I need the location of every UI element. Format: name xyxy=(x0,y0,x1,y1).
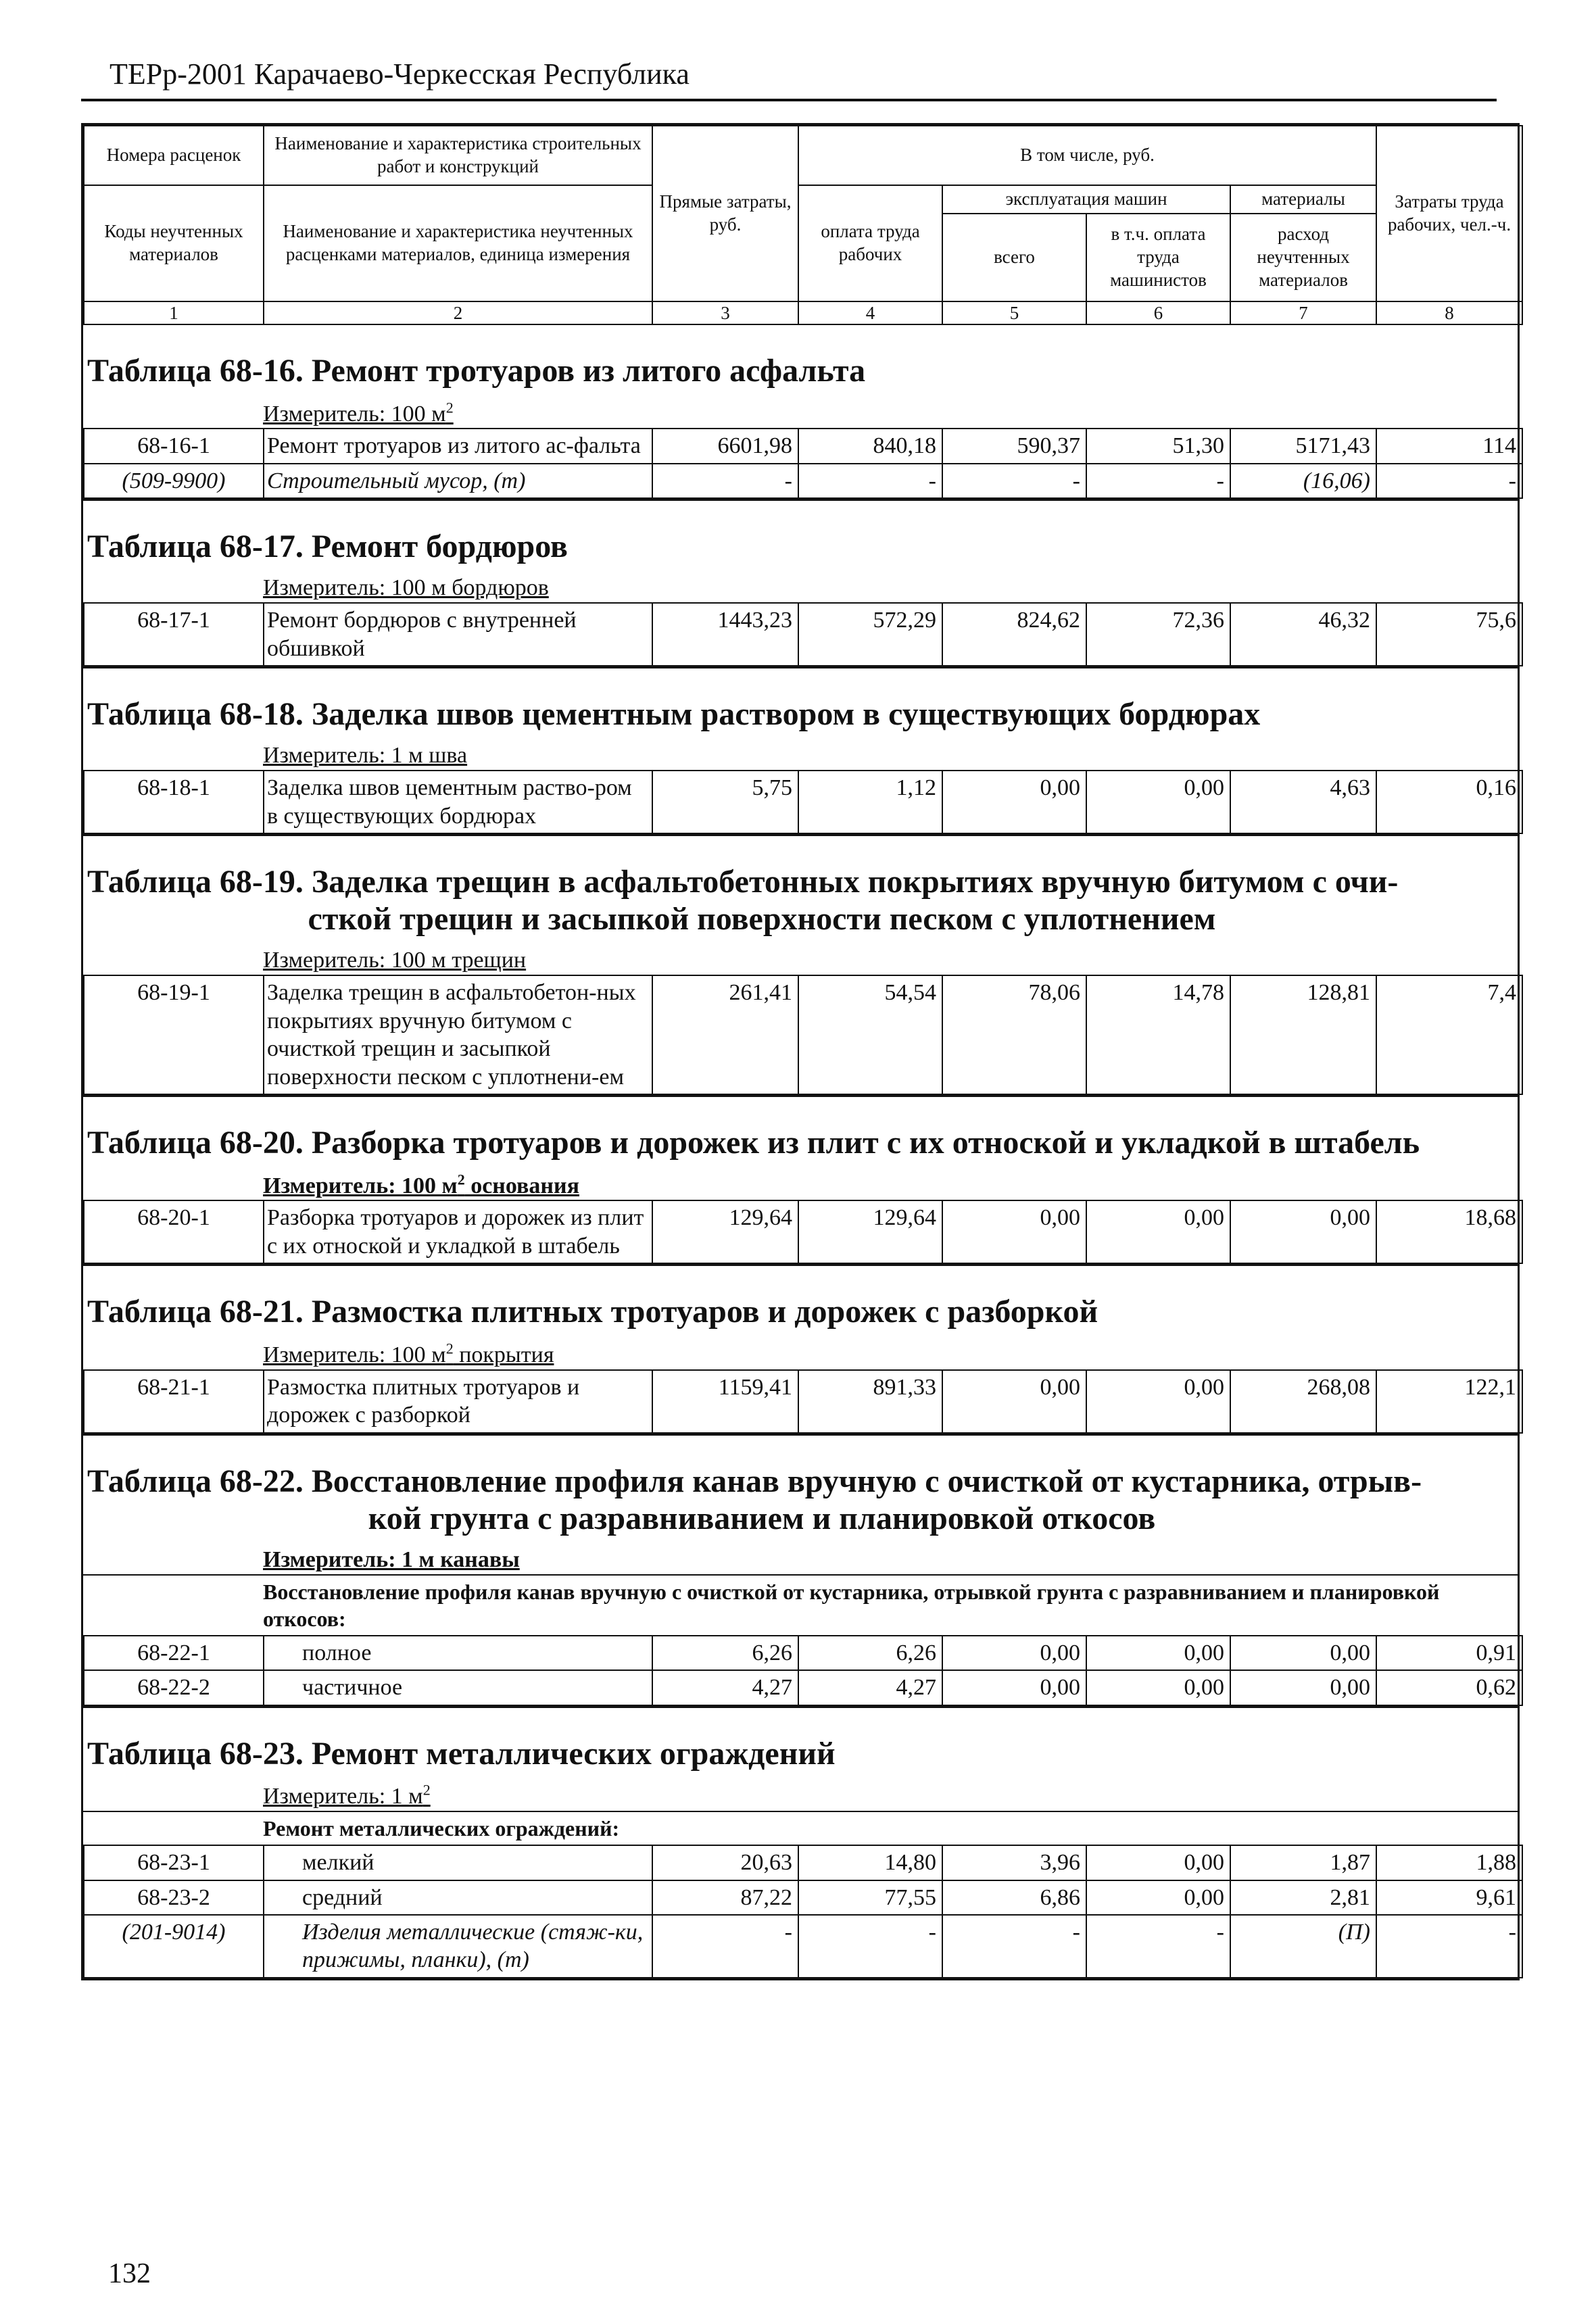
section-rows xyxy=(83,602,1523,666)
section-rows xyxy=(83,975,1523,1095)
labor-hours: 114 xyxy=(1376,429,1522,463)
unit-of-measure xyxy=(83,1772,1518,1811)
section-title-line: сткой трещин и засыпкой поверхности песком с уплотнением xyxy=(308,901,1216,937)
section-title xyxy=(83,1436,1518,1537)
work-description: Разборка тротуаров и дорожек из плит с их отноской и укладкой в штабель xyxy=(264,1200,652,1263)
section-title-line: Таблица 68-23. Ремонт металлических ограждений xyxy=(87,1735,836,1772)
direct-costs: 1443,23 xyxy=(652,603,798,666)
table-section xyxy=(83,1706,1518,1978)
labor-wages: 77,55 xyxy=(798,1880,942,1915)
machine-total: 0,00 xyxy=(942,771,1086,833)
unit-superscript: 2 xyxy=(445,399,454,416)
materials-cost: 4,63 xyxy=(1230,771,1376,833)
table-row xyxy=(84,1915,1522,1978)
unit-of-measure xyxy=(83,1331,1518,1369)
rate-code: 68-17-1 xyxy=(84,603,264,666)
table-row xyxy=(84,1370,1522,1433)
incl-header: В том числе, руб. xyxy=(798,126,1376,185)
section-title xyxy=(83,1097,1518,1161)
machinist-wages: 0,00 xyxy=(1086,1200,1230,1263)
machine-total: 590,37 xyxy=(942,429,1086,463)
col3-header: Прямые затраты, руб. xyxy=(652,126,798,301)
direct-costs: 87,22 xyxy=(652,1880,798,1915)
group-heading: Ремонт металлических ограждений: xyxy=(83,1811,1518,1845)
machine-total: 0,00 xyxy=(942,1200,1086,1263)
materials-cost: (16,06) xyxy=(1230,464,1376,498)
direct-costs: 5,75 xyxy=(652,771,798,833)
labor-hours: 0,16 xyxy=(1376,771,1522,833)
work-description: Размостка плитных тротуаров и дорожек с разборкой xyxy=(264,1370,652,1433)
unit-text: Измеритель: 100 м xyxy=(263,1173,458,1198)
materials-cost: 0,00 xyxy=(1230,1200,1376,1263)
machinist-wages: 0,00 xyxy=(1086,1845,1230,1880)
header-rule xyxy=(81,99,1497,101)
labor-wages: - xyxy=(798,1915,942,1978)
work-description: мелкий xyxy=(264,1845,652,1880)
machinist-wages: 51,30 xyxy=(1086,429,1230,463)
col8-header: Затраты труда рабочих, чел.-ч. xyxy=(1376,126,1522,301)
unit-of-measure xyxy=(83,937,1518,975)
unit-text: Измеритель: 100 м xyxy=(263,401,446,427)
labor-wages: 129,64 xyxy=(798,1200,942,1263)
table-row xyxy=(84,429,1522,463)
col1-top-header: Номера расценок xyxy=(84,126,264,185)
machine-total: - xyxy=(942,464,1086,498)
col5-header: всего xyxy=(942,214,1086,301)
section-rows xyxy=(83,1635,1523,1706)
table-section xyxy=(83,666,1518,834)
labor-wages: 891,33 xyxy=(798,1370,942,1433)
machine-total: 6,86 xyxy=(942,1880,1086,1915)
table-section xyxy=(83,499,1518,666)
materials-cost: 46,32 xyxy=(1230,603,1376,666)
col2-bottom-header: Наименование и характеристика неучтенных расценками материалов, единица измерения xyxy=(264,185,652,301)
section-title xyxy=(83,325,1518,389)
section-title-line: Таблица 68-18. Заделка швов цементным раствором в существующих бордюрах xyxy=(87,696,1261,733)
unit-text: Измеритель: 1 м шва xyxy=(263,743,468,769)
direct-costs: 1159,41 xyxy=(652,1370,798,1433)
machinist-wages: - xyxy=(1086,1915,1230,1978)
section-title-line: кой грунта с разравниванием и планировкой откосов xyxy=(368,1500,1156,1536)
direct-costs: 261,41 xyxy=(652,975,798,1094)
machinist-wages: 0,00 xyxy=(1086,1636,1230,1670)
column-number: 4 xyxy=(798,301,942,324)
section-title xyxy=(83,1708,1518,1772)
materials-cost: 0,00 xyxy=(1230,1670,1376,1705)
table-row xyxy=(84,975,1522,1094)
section-title-line: Таблица 68-22. Восстановление профиля канав вручную с очисткой от кустарника, отрыв- xyxy=(87,1463,1422,1499)
column-number: 2 xyxy=(264,301,652,324)
rate-code: 68-16-1 xyxy=(84,429,264,463)
unit-text: Измеритель: 100 м трещин xyxy=(263,948,527,973)
machinist-wages: 14,78 xyxy=(1086,975,1230,1094)
rate-code: 68-22-2 xyxy=(84,1670,264,1705)
unit-superscript: 2 xyxy=(457,1171,465,1188)
materials-cost: (П) xyxy=(1230,1915,1376,1978)
page-number: 132 xyxy=(108,2258,151,2289)
direct-costs: 4,27 xyxy=(652,1670,798,1705)
labor-hours: 18,68 xyxy=(1376,1200,1522,1263)
section-title-line: Таблица 68-21. Размостка плитных тротуаров и дорожек с разборкой xyxy=(87,1294,1098,1330)
work-description: Заделка трещин в асфальтобетон-ных покрытиях вручную битумом с очисткой трещин и засыпкой поверхности песком с уплотнени-ем xyxy=(264,975,652,1094)
labor-hours: 0,91 xyxy=(1376,1636,1522,1670)
machinist-wages: 0,00 xyxy=(1086,1670,1230,1705)
section-rows xyxy=(83,1845,1523,1978)
labor-wages: - xyxy=(798,464,942,498)
labor-hours: 7,4 xyxy=(1376,975,1522,1094)
materials-header: материалы xyxy=(1230,185,1376,214)
rate-code: 68-23-2 xyxy=(84,1880,264,1915)
table-section xyxy=(83,1434,1518,1706)
unit-superscript: 2 xyxy=(445,1340,454,1357)
rate-code: 68-18-1 xyxy=(84,771,264,833)
machinist-wages: - xyxy=(1086,464,1230,498)
column-number: 8 xyxy=(1376,301,1522,324)
section-title-line: Таблица 68-17. Ремонт бордюров xyxy=(87,529,568,565)
column-number: 3 xyxy=(652,301,798,324)
col6-header: в т.ч. оплата труда машинистов xyxy=(1086,214,1230,301)
work-description: Ремонт бордюров с внутренней обшивкой xyxy=(264,603,652,666)
section-rows xyxy=(83,428,1523,499)
group-heading: Восстановление профиля канав вручную с очисткой от кустарника, отрывкой грунта с разравниванием и планировкой откосов: xyxy=(83,1574,1518,1635)
labor-wages: 6,26 xyxy=(798,1636,942,1670)
section-rows xyxy=(83,770,1523,834)
labor-hours: - xyxy=(1376,464,1522,498)
unit-text: Измеритель: 100 м xyxy=(263,1342,446,1367)
rate-code: 68-19-1 xyxy=(84,975,264,1094)
machine-total: 0,00 xyxy=(942,1670,1086,1705)
labor-wages: 840,18 xyxy=(798,429,942,463)
unit-of-measure xyxy=(83,1161,1518,1200)
section-title xyxy=(83,668,1518,733)
section-title xyxy=(83,1266,1518,1330)
unit-suffix: основания xyxy=(464,1173,579,1198)
direct-costs: 6601,98 xyxy=(652,429,798,463)
col7-header: расход неучтенных материалов xyxy=(1230,214,1376,301)
running-header: ТЕРр-2001 Карачаево-Черкесская Республика xyxy=(110,57,690,91)
machine-total: 78,06 xyxy=(942,975,1086,1094)
machine-total: 824,62 xyxy=(942,603,1086,666)
materials-cost: 0,00 xyxy=(1230,1636,1376,1670)
machine-total: 0,00 xyxy=(942,1636,1086,1670)
section-rows xyxy=(83,1369,1523,1434)
materials-cost: 5171,43 xyxy=(1230,429,1376,463)
work-description: Строительный мусор, (т) xyxy=(264,464,652,498)
col2-top-header: Наименование и характеристика строительных работ и конструкций xyxy=(264,126,652,185)
table-row xyxy=(84,1880,1522,1915)
direct-costs: 129,64 xyxy=(652,1200,798,1263)
machinist-wages: 0,00 xyxy=(1086,1880,1230,1915)
direct-costs: - xyxy=(652,1915,798,1978)
column-number: 6 xyxy=(1086,301,1230,324)
labor-wages: 4,27 xyxy=(798,1670,942,1705)
materials-cost: 1,87 xyxy=(1230,1845,1376,1880)
labor-wages: 1,12 xyxy=(798,771,942,833)
work-description: Ремонт тротуаров из литого ас-фальта xyxy=(264,429,652,463)
table-row xyxy=(84,464,1522,498)
section-rows xyxy=(83,1200,1523,1264)
section-title-line: Таблица 68-16. Ремонт тротуаров из литого асфальта xyxy=(87,353,866,389)
labor-hours: - xyxy=(1376,1915,1522,1978)
unit-of-measure xyxy=(83,389,1518,428)
labor-hours: 75,6 xyxy=(1376,603,1522,666)
rate-code: (509-9900) xyxy=(84,464,264,498)
labor-hours: 122,1 xyxy=(1376,1370,1522,1433)
col4-header: оплата труда рабочих xyxy=(798,185,942,301)
unit-suffix: покрытия xyxy=(453,1342,554,1367)
labor-hours: 1,88 xyxy=(1376,1845,1522,1880)
labor-hours: 0,62 xyxy=(1376,1670,1522,1705)
rate-code: 68-22-1 xyxy=(84,1636,264,1670)
direct-costs: - xyxy=(652,464,798,498)
unit-text: Измеритель: 1 м xyxy=(263,1784,423,1809)
labor-wages: 54,54 xyxy=(798,975,942,1094)
direct-costs: 20,63 xyxy=(652,1845,798,1880)
table-section xyxy=(83,1264,1518,1433)
unit-of-measure xyxy=(83,1537,1518,1574)
labor-hours: 9,61 xyxy=(1376,1880,1522,1915)
unit-of-measure xyxy=(83,565,1518,602)
section-title-line: Таблица 68-19. Заделка трещин в асфальтобетонных покрытиях вручную битумом с очи- xyxy=(87,864,1399,900)
materials-cost: 2,81 xyxy=(1230,1880,1376,1915)
column-number: 1 xyxy=(84,301,264,324)
machinist-wages: 0,00 xyxy=(1086,771,1230,833)
work-description: средний xyxy=(264,1880,652,1915)
table-section xyxy=(83,834,1518,1095)
unit-superscript: 2 xyxy=(422,1781,431,1799)
table-row xyxy=(84,771,1522,833)
column-number: 7 xyxy=(1230,301,1376,324)
col1-bottom-header: Коды неучтенных материалов xyxy=(84,185,264,301)
table-body xyxy=(83,325,1518,1978)
column-number: 5 xyxy=(942,301,1086,324)
machinist-wages: 72,36 xyxy=(1086,603,1230,666)
table-row xyxy=(84,1200,1522,1263)
section-title-line: Таблица 68-20. Разборка тротуаров и дорожек из плит с их отноской и укладкой в штабель xyxy=(87,1125,1420,1161)
materials-cost: 128,81 xyxy=(1230,975,1376,1094)
labor-wages: 572,29 xyxy=(798,603,942,666)
direct-costs: 6,26 xyxy=(652,1636,798,1670)
work-description: полное xyxy=(264,1636,652,1670)
machine-total: - xyxy=(942,1915,1086,1978)
machine-total: 3,96 xyxy=(942,1845,1086,1880)
machines-header: эксплуатация машин xyxy=(942,185,1230,214)
section-title xyxy=(83,501,1518,565)
labor-wages: 14,80 xyxy=(798,1845,942,1880)
rate-code: 68-23-1 xyxy=(84,1845,264,1880)
section-title xyxy=(83,836,1518,937)
table-row xyxy=(84,603,1522,666)
table-section xyxy=(83,325,1518,499)
materials-cost: 268,08 xyxy=(1230,1370,1376,1433)
unit-text: Измеритель: 100 м бордюров xyxy=(263,575,549,601)
rate-code: (201-9014) xyxy=(84,1915,264,1978)
table-header xyxy=(83,125,1523,325)
machinist-wages: 0,00 xyxy=(1086,1370,1230,1433)
rate-code: 68-20-1 xyxy=(84,1200,264,1263)
work-description: частичное xyxy=(264,1670,652,1705)
unit-of-measure xyxy=(83,733,1518,770)
rate-code: 68-21-1 xyxy=(84,1370,264,1433)
price-table xyxy=(81,123,1520,1980)
table-row xyxy=(84,1670,1522,1705)
work-description: Заделка швов цементным раство-ром в существующих бордюрах xyxy=(264,771,652,833)
table-section xyxy=(83,1095,1518,1264)
table-row xyxy=(84,1636,1522,1670)
work-description: Изделия металлические (стяж-ки, прижимы, планки), (т) xyxy=(264,1915,652,1978)
unit-text: Измеритель: 1 м канавы xyxy=(263,1547,520,1573)
machine-total: 0,00 xyxy=(942,1370,1086,1433)
table-row xyxy=(84,1845,1522,1880)
